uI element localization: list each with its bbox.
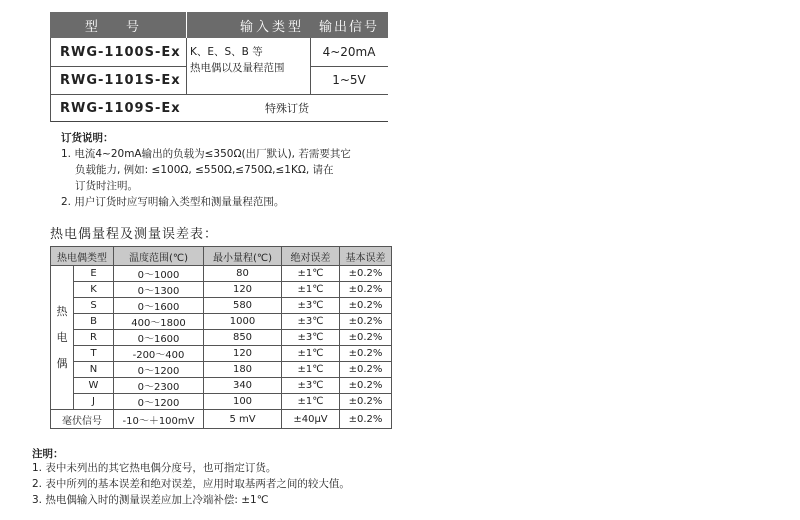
abs-error-cell: ±3℃ [282, 378, 340, 394]
note-line: 1. 电流4~20mA输出的负载为≤350Ω(出厂默认), 若需要其它 [61, 148, 351, 160]
basic-error-cell: ±0.2% [340, 266, 392, 282]
basic-error-cell: ±0.2% [340, 314, 392, 330]
table-row [51, 314, 392, 330]
min-span-cell: 100 [204, 394, 282, 410]
type-cell: T [74, 346, 114, 362]
thermocouple-table [50, 246, 392, 429]
thermo-table-title: 热电偶量程及测量误差表： [50, 227, 219, 242]
note-line: 2. 表中所列的基本误差和绝对误差，应用时取基两者之间的较大值。 [32, 478, 350, 490]
table-row [51, 346, 392, 362]
basic-error-cell: ±0.2% [340, 410, 392, 429]
millivolt-row [51, 410, 392, 429]
basic-error-cell: ±0.2% [340, 298, 392, 314]
range-cell: 0～2300 [114, 378, 204, 394]
column-header: 温度范围(℃) [114, 247, 204, 266]
note-line: 负载能力, 例如: ≤100Ω, ≤550Ω,≤750Ω,≤1KΩ, 请在 [75, 164, 334, 176]
abs-error-cell: ±3℃ [282, 314, 340, 330]
range-cell: 0～1300 [114, 282, 204, 298]
order-notes [61, 146, 351, 210]
min-span-cell: 850 [204, 330, 282, 346]
range-cell: -200～400 [114, 346, 204, 362]
thermocouple-group-label [51, 266, 74, 410]
table-row [51, 266, 392, 282]
basic-error-cell: ±0.2% [340, 378, 392, 394]
table-header-row [51, 247, 392, 266]
basic-error-cell: ±0.2% [340, 282, 392, 298]
output-cell: 4~20mA [322, 45, 376, 59]
model-table-body [50, 38, 388, 122]
input-type-line: 热电偶以及量程范围 [190, 62, 285, 74]
note-line: 2. 用户订货时应写明输入类型和测量量程范围。 [61, 196, 285, 208]
min-span-cell: 340 [204, 378, 282, 394]
abs-error-cell: ±1℃ [282, 282, 340, 298]
output-cell: 1~5V [332, 73, 366, 87]
abs-error-cell: ±1℃ [282, 394, 340, 410]
mv-label-cell: 毫伏信号 [51, 410, 114, 429]
type-cell: J [74, 394, 114, 410]
abs-error-cell: ±1℃ [282, 266, 340, 282]
min-span-cell: 80 [204, 266, 282, 282]
abs-error-cell: ±3℃ [282, 298, 340, 314]
table-row [51, 362, 392, 378]
table-row [51, 394, 392, 410]
min-span-cell: 120 [204, 282, 282, 298]
header-model: 型 号 [50, 12, 186, 38]
column-header: 基本误差 [340, 247, 392, 266]
footer-notes-title: 注明： [32, 448, 64, 460]
column-header: 最小量程(℃) [204, 247, 282, 266]
special-order-cell: 特殊订货 [265, 102, 309, 115]
model-cell: RWG-1109S-Ex [60, 100, 181, 116]
footer-notes [32, 460, 350, 508]
type-cell: S [74, 298, 114, 314]
basic-error-cell: ±0.2% [340, 346, 392, 362]
min-span-cell: 580 [204, 298, 282, 314]
basic-error-cell: ±0.2% [340, 394, 392, 410]
table-row [51, 298, 392, 314]
range-cell: 0～1000 [114, 266, 204, 282]
model-cell: RWG-1101S-Ex [60, 72, 181, 88]
type-cell: K [74, 282, 114, 298]
note-line: 3. 热电偶输入时的测量误差应加上冷端补偿: ±1℃ [32, 494, 269, 506]
min-span-cell: 5 mV [204, 410, 282, 429]
note-line: 订货时注明。 [75, 180, 138, 192]
type-cell: W [74, 378, 114, 394]
abs-error-cell: ±40μV [282, 410, 340, 429]
table-row [51, 378, 392, 394]
range-cell: -10～＋100mV [114, 410, 204, 429]
type-cell: E [74, 266, 114, 282]
type-cell: B [74, 314, 114, 330]
model-table [50, 12, 388, 122]
input-type-line: K、E、S、B 等 [190, 46, 263, 58]
range-cell: 0～1600 [114, 330, 204, 346]
note-line: 1. 表中未列出的其它热电偶分度号，也可指定订货。 [32, 462, 277, 474]
basic-error-cell: ±0.2% [340, 330, 392, 346]
column-header: 绝对误差 [282, 247, 340, 266]
range-cell: 0～1200 [114, 394, 204, 410]
min-span-cell: 180 [204, 362, 282, 378]
abs-error-cell: ±1℃ [282, 346, 340, 362]
type-cell: R [74, 330, 114, 346]
header-output-signal: 输出信号 [310, 12, 388, 38]
range-cell: 400～1800 [114, 314, 204, 330]
table-row [51, 282, 392, 298]
min-span-cell: 1000 [204, 314, 282, 330]
column-header: 热电偶类型 [51, 247, 114, 266]
group-char: 热 [56, 304, 68, 318]
group-char: 偶 [56, 356, 68, 370]
header-input-type: 输入类型 [186, 12, 358, 38]
table-row [51, 330, 392, 346]
min-span-cell: 120 [204, 346, 282, 362]
abs-error-cell: ±1℃ [282, 362, 340, 378]
range-cell: 0～1200 [114, 362, 204, 378]
order-notes-title: 订货说明： [61, 132, 114, 144]
input-type-cell [190, 44, 308, 88]
range-cell: 0～1600 [114, 298, 204, 314]
basic-error-cell: ±0.2% [340, 362, 392, 378]
model-cell: RWG-1100S-Ex [60, 44, 181, 60]
group-char: 电 [56, 330, 68, 344]
abs-error-cell: ±3℃ [282, 330, 340, 346]
type-cell: N [74, 362, 114, 378]
